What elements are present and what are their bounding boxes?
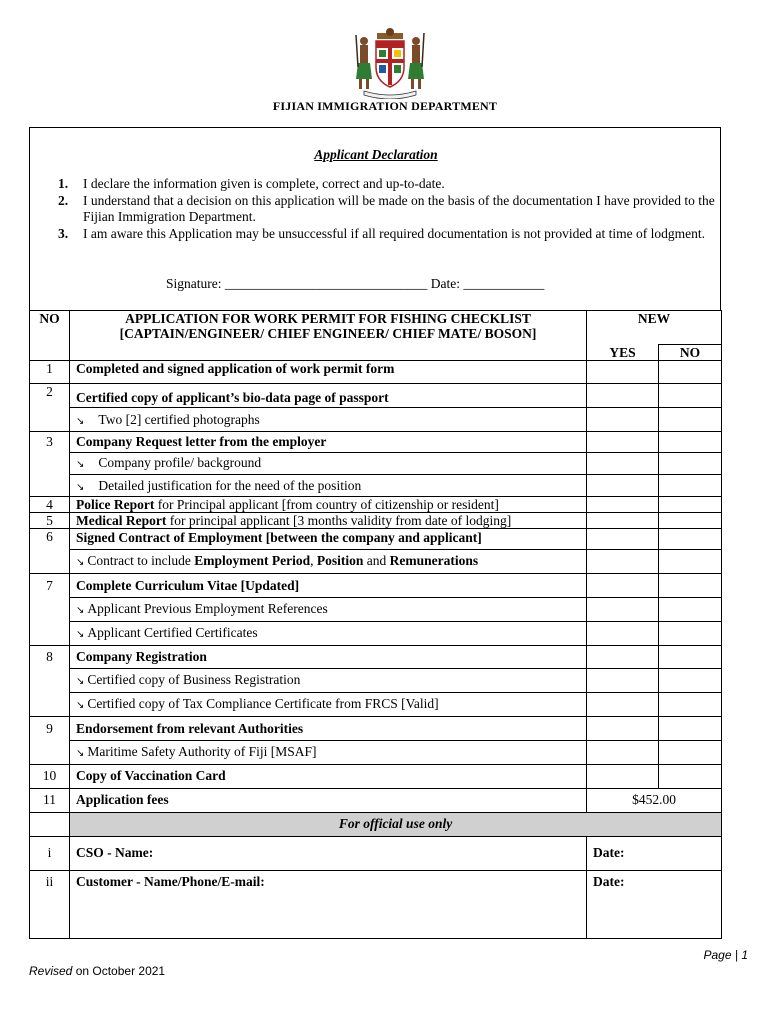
signature-line	[166, 276, 544, 292]
yes-checkbox[interactable]	[587, 693, 659, 717]
yes-checkbox[interactable]	[587, 513, 659, 529]
row-number: i	[30, 837, 70, 871]
col-yes-header: YES	[587, 345, 659, 361]
yes-checkbox[interactable]	[587, 453, 659, 475]
arrow-icon: ↘	[76, 700, 85, 711]
row-subtext: ↘ Certified copy of Tax Compliance Certificate from FRCS [Valid]	[70, 693, 587, 717]
table-row	[30, 717, 722, 741]
row-subtext: ↘ Maritime Safety Authority of Fiji [MSAF]	[70, 741, 587, 765]
table-subrow	[30, 475, 722, 497]
table-subrow	[30, 693, 722, 717]
no-checkbox[interactable]	[659, 669, 722, 693]
col-no-answer-header: NO	[659, 345, 722, 361]
arrow-icon: ↘	[76, 459, 85, 470]
no-checkbox[interactable]	[659, 475, 722, 497]
row-subtext: ↘ Two [2] certified photographs	[70, 408, 587, 432]
yes-checkbox[interactable]	[587, 669, 659, 693]
no-checkbox[interactable]	[659, 550, 722, 574]
row-subtext: ↘ Certified copy of Business Registration	[70, 669, 587, 693]
no-checkbox[interactable]	[659, 361, 722, 384]
no-checkbox[interactable]	[659, 598, 722, 622]
official-use-heading: For official use only	[70, 813, 722, 837]
row-subtext: ↘ Applicant Certified Certificates	[70, 622, 587, 646]
table-header-row	[30, 311, 722, 345]
table-subrow	[30, 669, 722, 693]
table-row	[30, 384, 722, 408]
arrow-icon: ↘	[76, 629, 85, 640]
fiji-coat-of-arms-icon	[350, 27, 430, 99]
page-number: Page | 1	[703, 948, 748, 962]
arrow-icon: ↘	[76, 605, 85, 616]
yes-checkbox[interactable]	[587, 550, 659, 574]
yes-checkbox[interactable]	[587, 361, 659, 384]
row-text: Complete Curriculum Vitae [Updated]	[70, 574, 587, 598]
row-text: Application fees	[70, 789, 587, 813]
row-number: 8	[30, 646, 70, 717]
table-row	[30, 529, 722, 550]
official-use-row	[30, 813, 722, 837]
row-number: 10	[30, 765, 70, 789]
declaration-title: Applicant Declaration	[314, 147, 438, 162]
cso-name-field[interactable]: CSO - Name:	[70, 837, 587, 871]
row-text: Certified copy of applicant’s bio-data page of passport	[70, 384, 587, 408]
row-text: Signed Contract of Employment [between the company and applicant]	[70, 529, 587, 550]
table-subrow	[30, 741, 722, 765]
checklist-table	[29, 310, 722, 939]
no-checkbox[interactable]	[659, 513, 722, 529]
row-subtext: ↘ Company profile/ background	[70, 453, 587, 475]
yes-checkbox[interactable]	[587, 497, 659, 513]
fee-amount: $452.00	[587, 789, 722, 813]
arrow-icon: ↘	[76, 557, 85, 568]
declaration-item: 2. I understand that a decision on this application will be made on the basis of the documentation I have provided to the Fijian Immigration Department.	[58, 192, 715, 224]
row-number: 4	[30, 497, 70, 513]
yes-checkbox[interactable]	[587, 741, 659, 765]
no-checkbox[interactable]	[659, 622, 722, 646]
row-number: 9	[30, 717, 70, 765]
cso-date-field[interactable]: Date:	[587, 837, 722, 871]
department-name: FIJIAN IMMIGRATION DEPARTMENT	[272, 99, 498, 113]
row-text: Completed and signed application of work permit form	[70, 361, 587, 384]
applicant-declaration	[29, 127, 721, 311]
declaration-item: 3. I am aware this Application may be unsuccessful if all required documentation is not provided at time of lodgment.	[58, 225, 705, 241]
yes-checkbox[interactable]	[587, 646, 659, 669]
yes-checkbox[interactable]	[587, 765, 659, 789]
yes-checkbox[interactable]	[587, 408, 659, 432]
revision-note: Revised on October 2021	[29, 964, 166, 978]
signature-label: Signature:	[166, 276, 222, 291]
no-checkbox[interactable]	[659, 693, 722, 717]
row-number: 2	[30, 384, 70, 432]
yes-checkbox[interactable]	[587, 598, 659, 622]
table-subrow	[30, 550, 722, 574]
row-number: 1	[30, 361, 70, 384]
yes-checkbox[interactable]	[587, 529, 659, 550]
yes-checkbox[interactable]	[587, 717, 659, 741]
date-label: Date:	[430, 276, 460, 291]
table-row	[30, 361, 722, 384]
table-row	[30, 837, 722, 871]
no-checkbox[interactable]	[659, 432, 722, 453]
table-subrow	[30, 622, 722, 646]
date-field[interactable]: ____________	[463, 276, 545, 291]
table-row	[30, 432, 722, 453]
no-checkbox[interactable]	[659, 497, 722, 513]
row-number: 7	[30, 574, 70, 646]
no-checkbox[interactable]	[659, 646, 722, 669]
arrow-icon: ↘	[76, 482, 85, 493]
declaration-item: 1. I declare the information given is complete, correct and up-to-date.	[58, 176, 445, 191]
arrow-icon: ↘	[76, 676, 85, 687]
declaration-list	[58, 176, 718, 242]
no-checkbox[interactable]	[659, 765, 722, 789]
table-subrow	[30, 408, 722, 432]
no-checkbox[interactable]	[659, 453, 722, 475]
no-checkbox[interactable]	[659, 741, 722, 765]
row-text: Police Report for Principal applicant [from country of citizenship or resident]	[70, 497, 587, 513]
table-row	[30, 646, 722, 669]
arrow-icon: ↘	[76, 748, 85, 759]
customer-contact-field[interactable]: Customer - Name/Phone/E-mail:	[70, 871, 587, 939]
no-checkbox[interactable]	[659, 717, 722, 741]
table-row	[30, 871, 722, 939]
row-text: Company Registration	[70, 646, 587, 669]
row-number: 11	[30, 789, 70, 813]
table-row	[30, 497, 722, 513]
yes-checkbox[interactable]	[587, 574, 659, 598]
checklist-title: APPLICATION FOR WORK PERMIT FOR FISHING CHECKLIST [CAPTAIN/ENGINEER/ CHIEF ENGINEER/ CHIEF MATE/ BOSON]	[70, 311, 587, 361]
table-row	[30, 513, 722, 529]
table-row	[30, 574, 722, 598]
row-text: Company Request letter from the employer	[70, 432, 587, 453]
no-checkbox[interactable]	[659, 408, 722, 432]
row-text: Medical Report for principal applicant [3 months validity from date of lodging]	[70, 513, 587, 529]
table-row	[30, 789, 722, 813]
yes-checkbox[interactable]	[587, 475, 659, 497]
col-new-header: NEW	[587, 311, 722, 345]
row-number: 5	[30, 513, 70, 529]
row-text: Endorsement from relevant Authorities	[70, 717, 587, 741]
table-row	[30, 765, 722, 789]
row-text: Copy of Vaccination Card	[70, 765, 587, 789]
yes-checkbox[interactable]	[587, 622, 659, 646]
table-subrow	[30, 598, 722, 622]
row-number: 3	[30, 432, 70, 497]
no-checkbox[interactable]	[659, 384, 722, 408]
no-checkbox[interactable]	[659, 529, 722, 550]
signature-field[interactable]: ______________________________	[224, 276, 428, 291]
customer-date-field[interactable]: Date:	[587, 871, 722, 939]
table-subrow	[30, 453, 722, 475]
no-checkbox[interactable]	[659, 574, 722, 598]
yes-checkbox[interactable]	[587, 432, 659, 453]
row-number: 6	[30, 529, 70, 574]
row-subtext: ↘ Detailed justification for the need of the position	[70, 475, 587, 497]
row-subtext: ↘ Contract to include Employment Period, Position and Remunerations	[70, 550, 587, 574]
yes-checkbox[interactable]	[587, 384, 659, 408]
col-no-header: NO	[30, 311, 70, 361]
row-subtext: ↘ Applicant Previous Employment References	[70, 598, 587, 622]
row-number: ii	[30, 871, 70, 939]
arrow-icon: ↘	[76, 416, 85, 427]
